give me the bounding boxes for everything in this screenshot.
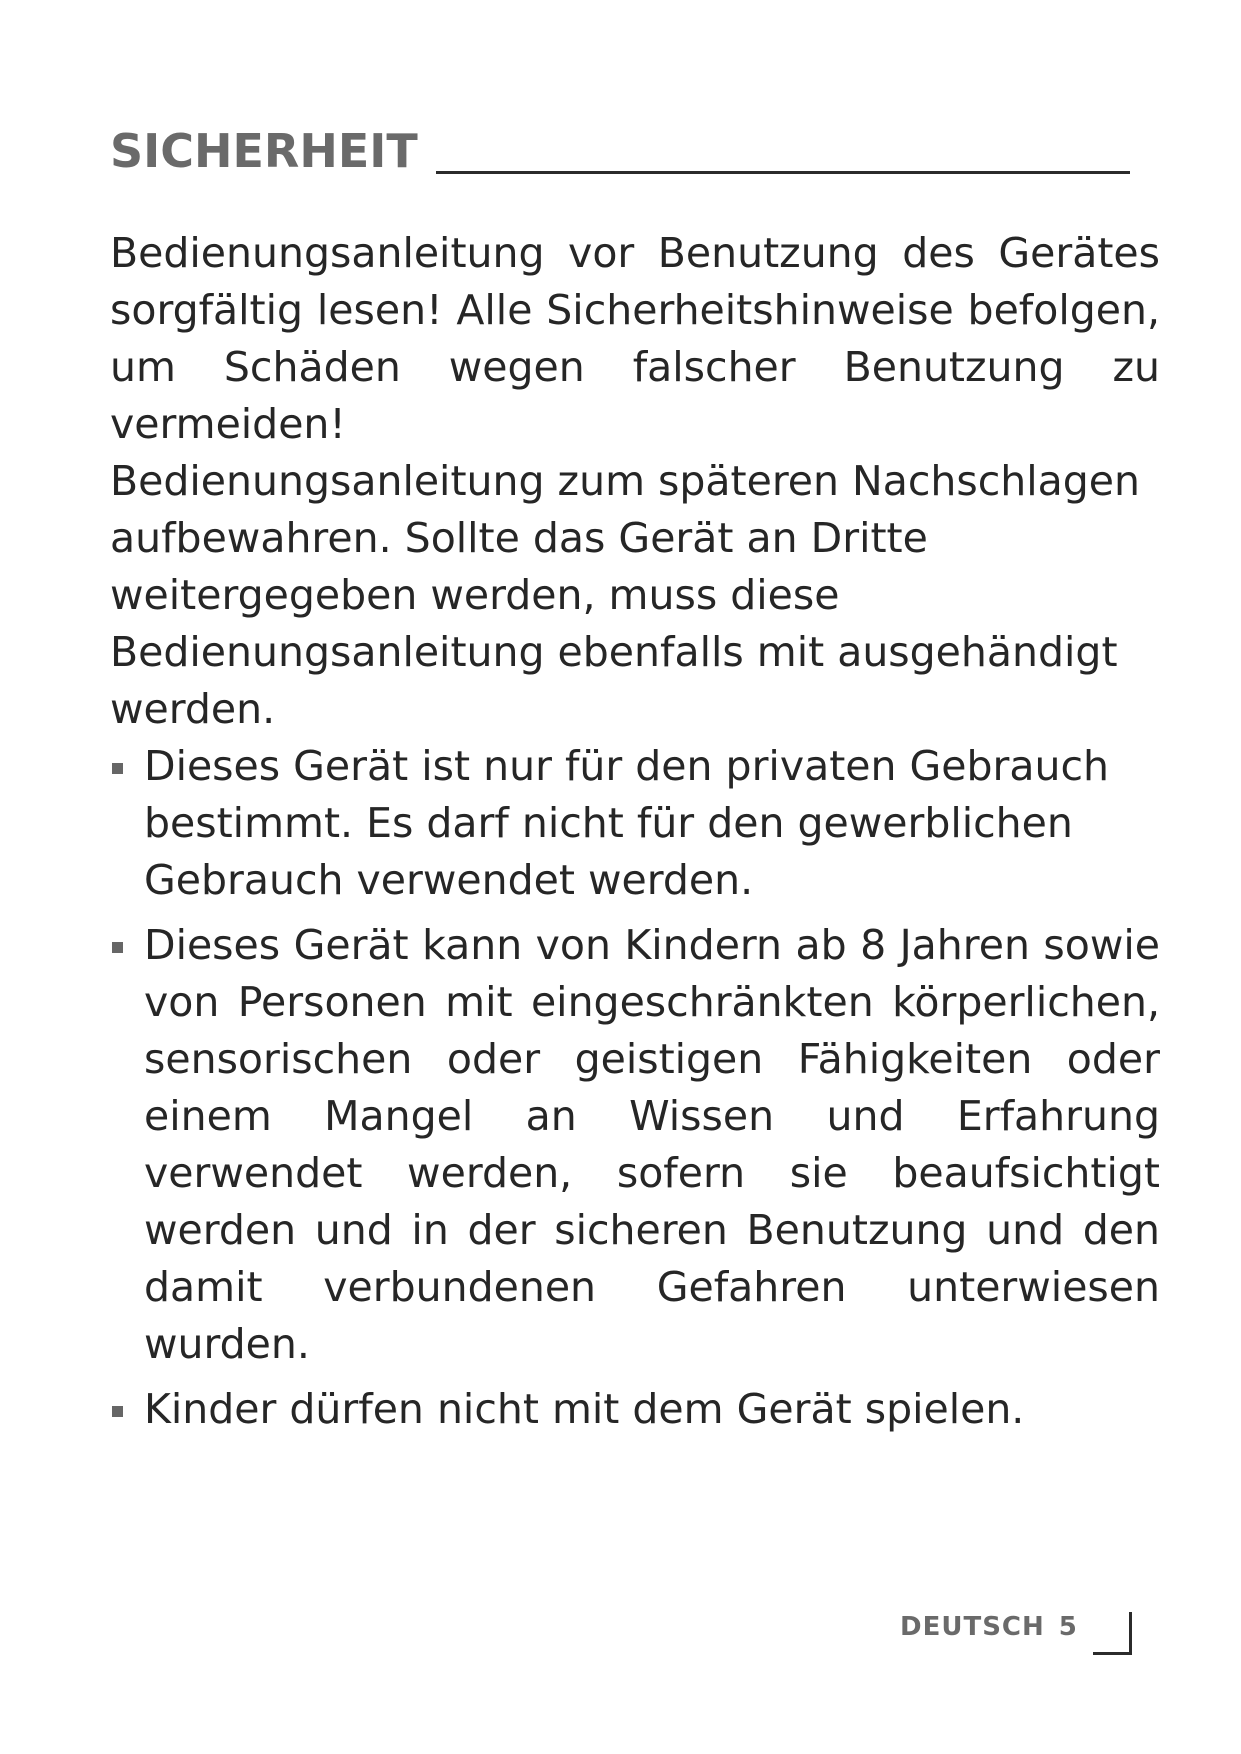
section-heading-row — [110, 124, 1130, 178]
bullet-square-icon — [112, 942, 123, 953]
list-item — [110, 1381, 1160, 1438]
corner-crop-mark — [1093, 1612, 1132, 1655]
heading-rule — [436, 171, 1130, 174]
footer-language: DEUTSCH — [900, 1612, 1045, 1642]
safety-list — [110, 738, 1160, 1438]
section-heading: SICHERHEIT — [110, 124, 418, 178]
bullet-square-icon — [112, 763, 123, 774]
list-item — [110, 917, 1160, 1373]
intro-paragraph-1: Bedienungsanleitung vor Benutzung des Gerätes sorgfältig lesen! Alle Sicherheitshinweise befolgen, um Schäden wegen falscher Benutzung zu vermeiden! — [110, 229, 1160, 448]
list-item — [110, 738, 1160, 909]
intro-paragraph-2: Bedienungsanleitung zum späteren Nachschlagen aufbewahren. Sollte das Gerät an Dritte weitergegeben werden, muss diese Bedienungsanleitung ebenfalls mit ausgehändigt werden. — [110, 457, 1141, 733]
list-item-text: Dieses Gerät kann von Kindern ab 8 Jahren sowie von Personen mit eingeschränkten körperlichen, sensorischen oder geistigen Fähigkeiten oder einem Mangel an Wissen und Erfahrung verwendet werden, sofern sie beaufsichtigt werden und in der sicheren Benutzung und den damit verbundenen Gefahren unterwiesen wurden. — [144, 921, 1160, 1368]
section-content — [110, 225, 1160, 1446]
list-item-text: Kinder dürfen nicht mit dem Gerät spielen. — [144, 1385, 1025, 1433]
page-footer — [900, 1612, 1077, 1642]
page-number: 5 — [1058, 1612, 1077, 1642]
list-item-text: Dieses Gerät ist nur für den privaten Gebrauch bestimmt. Es darf nicht für den gewerblichen Gebrauch verwendet werden. — [144, 742, 1110, 904]
bullet-square-icon — [112, 1406, 123, 1417]
